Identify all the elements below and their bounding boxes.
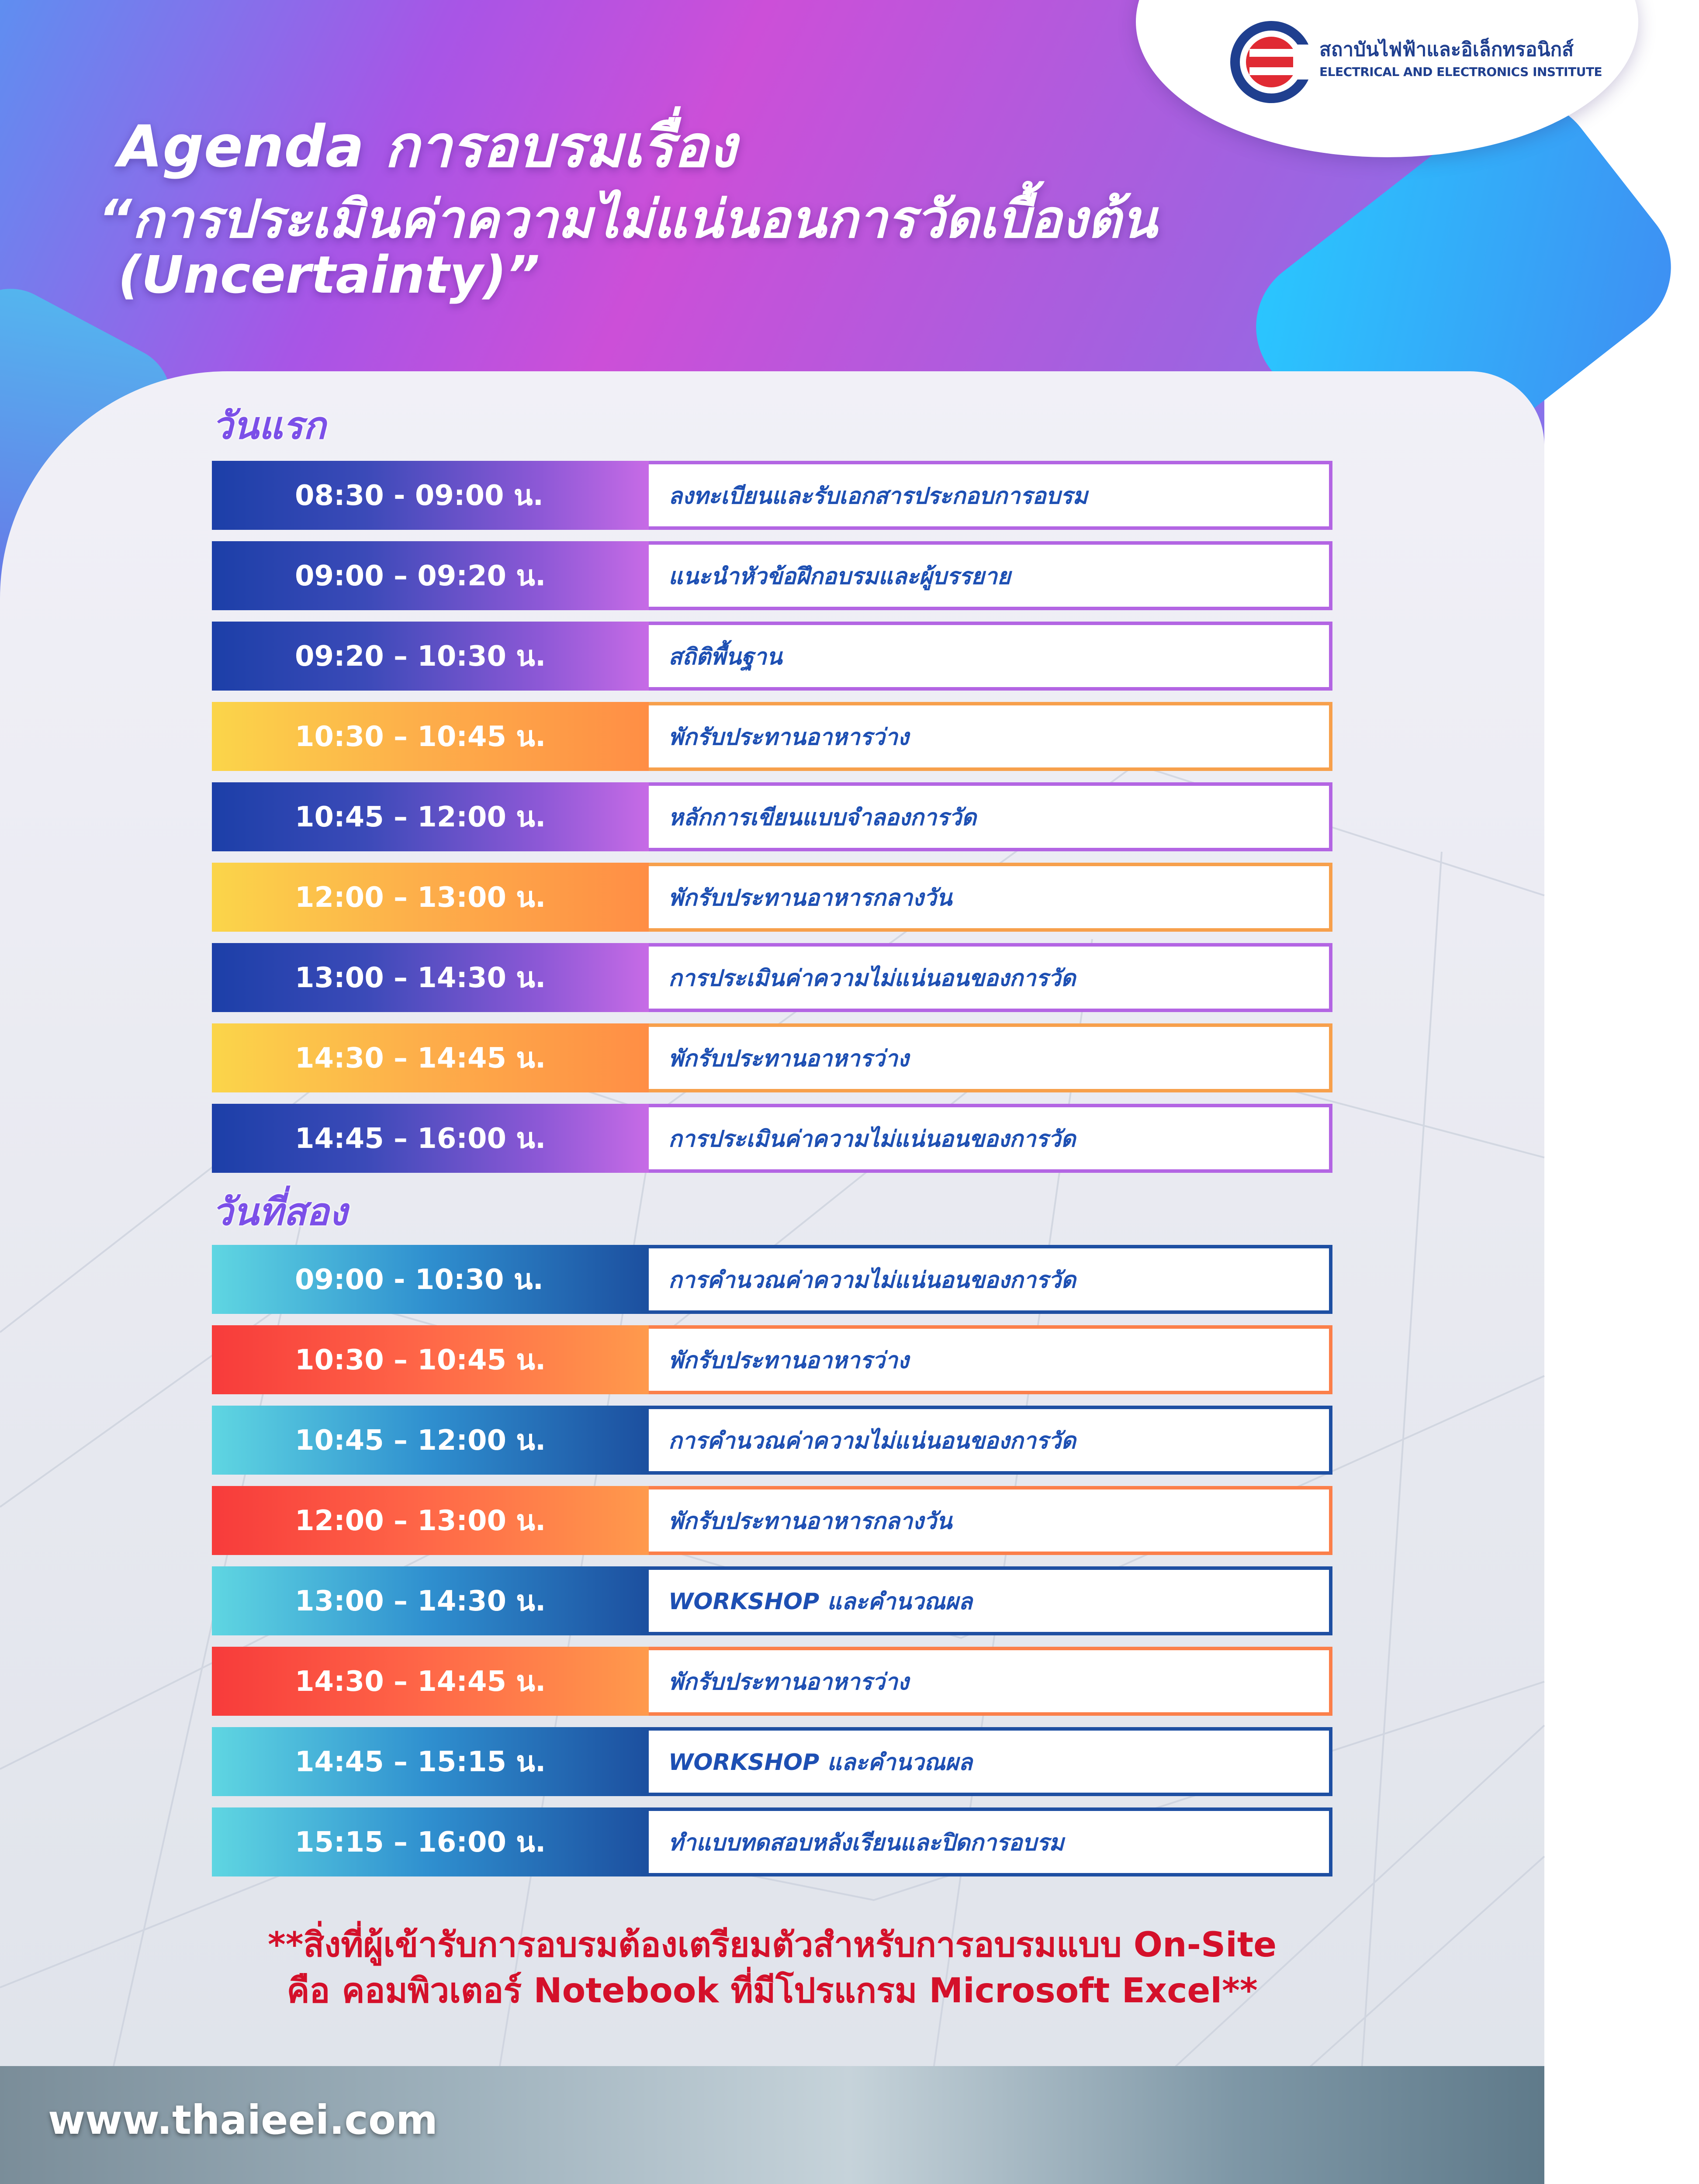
agenda-topic: WORKSHOP และคำนวณผล	[649, 1727, 1332, 1796]
agenda-topic: พักรับประทานอาหารว่าง	[649, 702, 1332, 771]
agenda-time: 13:00 – 14:30 น.	[212, 1566, 649, 1635]
agenda-row-break	[212, 1325, 1332, 1394]
agenda-time: 10:45 – 12:00 น.	[212, 782, 649, 851]
agenda-time: 14:45 – 16:00 น.	[212, 1104, 649, 1173]
agenda-time: 10:45 – 12:00 น.	[212, 1406, 649, 1475]
logo-name-english: ELECTRICAL AND ELECTRONICS INSTITUTE	[1319, 65, 1602, 79]
agenda-row	[212, 461, 1332, 530]
day1-heading: วันแรก	[212, 404, 326, 448]
agenda-topic: WORKSHOP และคำนวณผล	[649, 1566, 1332, 1635]
agenda-row	[212, 1727, 1332, 1796]
agenda-time: 09:20 – 10:30 น.	[212, 622, 649, 691]
agenda-time: 13:00 – 14:30 น.	[212, 943, 649, 1012]
agenda-topic: หลักการเขียนแบบจำลองการวัด	[649, 782, 1332, 851]
agenda-row-break	[212, 1023, 1332, 1092]
agenda-row-break	[212, 863, 1332, 932]
agenda-time: 09:00 – 09:20 น.	[212, 541, 649, 610]
agenda-topic: ทำแบบทดสอบหลังเรียนและปิดการอบรม	[649, 1807, 1332, 1876]
agenda-row	[212, 1807, 1332, 1876]
preparation-note-line-2: คือ คอมพิวเตอร์ Notebook ที่มีโปรแกรม Microsoft Excel**	[287, 1971, 1258, 2011]
agenda-row-break	[212, 1647, 1332, 1716]
agenda-topic: พักรับประทานอาหารว่าง	[649, 1023, 1332, 1092]
agenda-topic: การคำนวณค่าความไม่แน่นอนของการวัด	[649, 1406, 1332, 1475]
agenda-row	[212, 943, 1332, 1012]
agenda-row-break	[212, 702, 1332, 771]
preparation-note-line-1: **สิ่งที่ผู้เข้ารับการอบรมต้องเตรียมตัวสำหรับการอบรมแบบ On-Site	[267, 1925, 1277, 1965]
eei-logo-icon	[1228, 18, 1315, 106]
agenda-time: 15:15 – 16:00 น.	[212, 1807, 649, 1876]
agenda-topic: พักรับประทานอาหารกลางวัน	[649, 1486, 1332, 1555]
agenda-topic: พักรับประทานอาหารกลางวัน	[649, 863, 1332, 932]
agenda-time: 08:30 - 09:00 น.	[212, 461, 649, 530]
agenda-time: 09:00 - 10:30 น.	[212, 1245, 649, 1314]
agenda-topic: แนะนำหัวข้อฝึกอบรมและผู้บรรยาย	[649, 541, 1332, 610]
agenda-time: 10:30 – 10:45 น.	[212, 702, 649, 771]
agenda-topic: การประเมินค่าความไม่แน่นอนของการวัด	[649, 1104, 1332, 1173]
agenda-row	[212, 1104, 1332, 1173]
logo-name-thai: สถาบันไฟฟ้าและอิเล็กทรอนิกส์	[1319, 38, 1574, 61]
agenda-row	[212, 1245, 1332, 1314]
agenda-row-break	[212, 1486, 1332, 1555]
agenda-row	[212, 622, 1332, 691]
agenda-row	[212, 1566, 1332, 1635]
agenda-row	[212, 541, 1332, 610]
agenda-time: 14:30 – 14:45 น.	[212, 1023, 649, 1092]
website-link[interactable]: www.thaieei.com	[48, 2097, 438, 2143]
agenda-time: 10:30 – 10:45 น.	[212, 1325, 649, 1394]
agenda-topic: พักรับประทานอาหารว่าง	[649, 1647, 1332, 1716]
agenda-time: 12:00 – 13:00 น.	[212, 863, 649, 932]
page-title-line-1: Agenda การอบรมเรื่อง	[118, 113, 737, 180]
agenda-topic: สถิติพื้นฐาน	[649, 622, 1332, 691]
page-title-line-2: “การประเมินค่าความไม่แน่นอนการวัดเบื้องต้น	[98, 189, 1157, 250]
agenda-time: 14:30 – 14:45 น.	[212, 1647, 649, 1716]
day2-heading: วันที่สอง	[212, 1190, 347, 1234]
agenda-topic: พักรับประทานอาหารว่าง	[649, 1325, 1332, 1394]
page-title-line-3: (Uncertainty)”	[118, 245, 540, 305]
agenda-row	[212, 782, 1332, 851]
agenda-time: 14:45 – 15:15 น.	[212, 1727, 649, 1796]
agenda-time: 12:00 – 13:00 น.	[212, 1486, 649, 1555]
agenda-topic: การประเมินค่าความไม่แน่นอนของการวัด	[649, 943, 1332, 1012]
agenda-row	[212, 1406, 1332, 1475]
agenda-topic: การคำนวณค่าความไม่แน่นอนของการวัด	[649, 1245, 1332, 1314]
agenda-topic: ลงทะเบียนและรับเอกสารประกอบการอบรม	[649, 461, 1332, 530]
